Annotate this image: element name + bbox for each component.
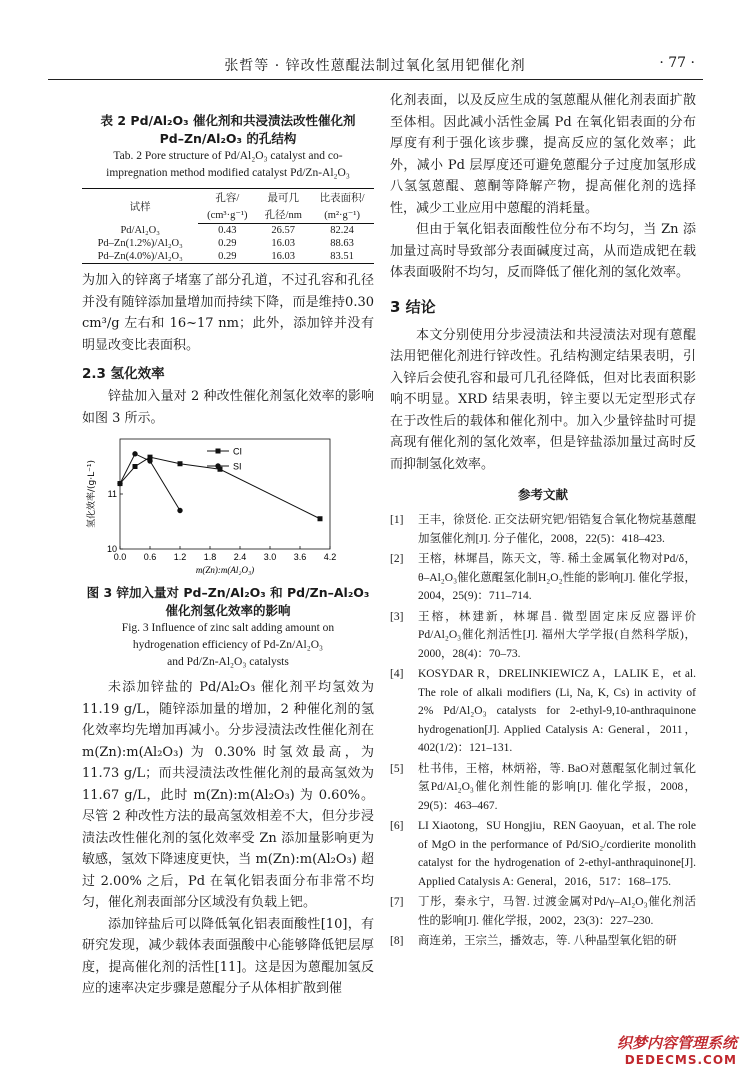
- th-pore-size: 最可几: [256, 189, 310, 207]
- body-paragraph: 未添加锌盐的 Pd/Al₂O₃ 催化剂平均氢效为 11.19 g/L，随锌添加量的增加，2 种催化剂的氢化效率均先增加再减小。分步浸渍法改性催化剂在 m(Zn):m(Al₂O₃) 为 0.30% 时氢效最高，为 11.73 g/L；而共浸渍法改性催化剂的最高氢效为 11.67 g/L，此时 m(Zn):m(Al₂O₃) 为 0.60%。尽管 2 种改性方法的最高氢效相差不大，但分步浸渍法改性催化剂的氢化效率受 Zn 添加量影响更为敏感，氢效下降速度更快，当 m(Zn):m(Al₂O₃) 超过 2.00% 之后，Pd 在氧化铝表面分布非常不均匀，催化剂表面部分区域没有负载上钯。: [82, 680, 374, 910]
- body-paragraph: 锌盐加入量对 2 种改性催化剂氢化效率的影响如图 3 所示。: [82, 389, 374, 426]
- pore-structure-table: [82, 188, 374, 264]
- reference-number: [6]: [390, 820, 404, 832]
- reference-text: 王丰，徐贤伦. 正交法研究钯/铝锆复合氧化物烷基蒽醌加氢催化剂[J]. 分子催化，2008，22(5)：418–423.: [418, 514, 696, 545]
- table-cell: 88.63: [330, 238, 354, 249]
- x-tick-label: 1.8: [203, 552, 217, 562]
- body-paragraph: 添加锌盐后可以降低氧化铝表面酸性[10]，有研究发现，减少载体表面强酸中心能够降低钯层厚度，提高催化剂的活性[11]。这是因为蒽醌加氢反应的速率决定步骤是蒽醌分子从体相扩散到催: [82, 916, 374, 996]
- legend-label-ci: CI: [233, 446, 242, 457]
- x-tick-label: 2.4: [233, 552, 247, 562]
- reference-item: [390, 511, 696, 548]
- fig3-caption-zh-2: 催化剂氢化效率的影响: [165, 603, 291, 618]
- reference-number: [5]: [390, 762, 404, 775]
- fig3-caption-zh-1: 图 3 锌加入量对 Pd–Zn/Al₂O₃ 和 Pd/Zn–Al₂O₃: [86, 585, 370, 600]
- data-point-si: [132, 451, 137, 456]
- fig3-caption-en-3: and Pd/Zn-Al₂O₃ catalysts: [167, 656, 289, 668]
- body-paragraph: 化剂表面，以及反应生成的氢蒽醌从催化剂表面扩散至体相。因此减小活性金属 Pd 在氧化铝表面的分布厚度有利于强化该步骤，提高反应的氢化效率；此外，减小 Pd 层厚度还可避免蒽醌分子过度加氢形成八氢氢蒽醌、蒽酮等降解产物，提高催化剂的选择性，减少工业应用中蒽醌的消耗量。: [390, 93, 696, 216]
- table2-caption-zh-1: 表 2 Pd/Al₂O₃ 催化剂和共浸渍法改性催化剂: [100, 113, 356, 128]
- right-column: [390, 90, 696, 953]
- reference-text: 杜书伟，王榕，林炳裕，等. BaO对蒽醌氢化制过氧化氢Pd/Al₂O₃催化剂性能的影响[J]. 催化学报，2008，29(5)：463–467.: [418, 762, 696, 812]
- reference-number: [3]: [390, 610, 404, 623]
- reference-item: [390, 760, 696, 816]
- x-tick-label: 0.6: [143, 552, 157, 562]
- table2-caption-en-1: Tab. 2 Pore structure of Pd/Al₂O₃ catalyst and co-: [113, 150, 343, 162]
- th-sample: 试样: [82, 189, 198, 224]
- header-rule: [48, 79, 703, 80]
- watermark-line-2: DEDECMS.COM: [624, 1053, 737, 1067]
- reference-number: [8]: [390, 935, 404, 947]
- table-cell: Pd–Zn(1.2%)/Al₂O₃: [97, 238, 183, 249]
- reference-number: [7]: [390, 896, 404, 908]
- th-pore-size-unit: 孔径/nm: [256, 206, 310, 224]
- section-heading-2-3: 2.3 氢化效率: [82, 366, 165, 382]
- th-surface-area-unit: (m²·g⁻¹): [310, 206, 374, 224]
- table-cell: 83.51: [310, 250, 374, 264]
- data-point-ci: [133, 464, 138, 469]
- reference-text: 王榕，林建新，林墀昌. 微型固定床反应器评价Pd/Al₂O₃催化剂活性[J]. 福州大学学报(自然科学版)，2000，28(4)：70–73.: [418, 610, 696, 660]
- table-cell: 0.29: [198, 250, 256, 264]
- table-cell: Pd/Al₂O₃: [120, 224, 160, 236]
- reference-item: [390, 817, 696, 891]
- y-axis-label: 氢化效率/(g·L⁻¹): [87, 459, 97, 529]
- th-pore-volume-unit: (cm³·g⁻¹): [198, 206, 256, 224]
- th-surface-area: 比表面积/: [310, 189, 374, 207]
- reference-text: 王榕，林墀昌，陈天文，等. 稀土金属氧化物对Pd/δ，θ–Al₂O₃催化蒽醌氢化制H₂O₂性能的影响[J]. 催化学报，2004，25(9)：711–714.: [418, 553, 696, 602]
- x-tick-label: 4.2: [323, 552, 337, 562]
- table-cell: 82.24: [330, 225, 354, 236]
- legend-marker-si: [215, 463, 220, 468]
- figure-3-chart: [82, 431, 374, 580]
- legend-marker-ci: [216, 449, 221, 454]
- references-list: [390, 511, 696, 951]
- left-column: [82, 90, 374, 1000]
- reference-number: [1]: [390, 514, 404, 526]
- section-heading-3: 3 结论: [390, 297, 436, 316]
- table2-caption-zh-2: Pd–Zn/Al₂O₃ 的孔结构: [159, 131, 297, 146]
- x-tick-label: 1.2: [173, 552, 187, 562]
- reference-text: KOSYDAR R，DRELINKIEWICZ A，LALIK E，et al. The role of alkali modifiers (Li, Na, K, Cs) in activity of 2% Pd/Al₂O₃ catalysts for 2-ethyl-9,10-anthraquinone hydrogenation[J]. Applied Catalysis A: General，2011，402(1/2)：121–131.: [418, 668, 696, 754]
- data-point-si: [177, 508, 182, 513]
- x-axis-label: m(Zn):m(Al₂O₃): [195, 565, 255, 575]
- table2-caption-en-2: impregnation method modified catalyst Pd/Zn-Al₂O₃: [106, 167, 350, 179]
- fig3-caption-en-1: Fig. 3 Influence of zinc salt adding amount on: [121, 622, 335, 634]
- x-tick-label: 3.6: [293, 552, 307, 562]
- reference-item: [390, 932, 696, 951]
- x-tick-label: 3.0: [263, 552, 277, 562]
- legend-label-si: SI: [233, 461, 242, 472]
- table-row: [82, 237, 374, 250]
- references-heading: 参考文献: [517, 487, 568, 502]
- reference-item: [390, 893, 696, 930]
- site-watermark: [617, 1032, 737, 1067]
- data-point-si: [147, 458, 152, 463]
- y-tick-label: 11: [107, 489, 117, 499]
- fig3-caption-en-2: hydrogenation efficiency of Pd-Zn/Al₂O₃: [132, 639, 324, 651]
- reference-item: [390, 608, 696, 664]
- reference-number: [4]: [390, 668, 404, 680]
- page-header: [0, 0, 747, 80]
- th-pore-volume: 孔容/: [198, 189, 256, 207]
- reference-item: [390, 550, 696, 606]
- data-point-si: [117, 481, 122, 486]
- table-cell: 0.29: [218, 238, 237, 249]
- reference-text: 商连弟，王宗兰，播效志，等. 八种晶型氧化铝的研: [418, 935, 677, 947]
- reference-text: LI Xiaotong，SU Hongjiu，REN Gaoyuan，et al. The role of MgO in the performance of Pd/SiO₂/cordierite monolith catalyst for the hydrogenation of 2-ethyl-anthraquinone[J]. Applied Catalysis A: General，2016，517：168–175.: [418, 820, 696, 888]
- running-title: 张哲等 · 锌改性蒽醌法制过氧化氢用钯催化剂: [224, 58, 526, 74]
- table-cell: 16.03: [271, 238, 296, 249]
- reference-text: 丁彤，秦永宁，马智. 过渡金属对Pd/γ–Al₂O₃催化剂活性的影响[J]. 催化学报，2002，23(3)：227–230.: [418, 896, 696, 927]
- table-cell: 16.03: [256, 250, 310, 264]
- watermark-line-1: 织梦内容管理系统: [616, 1034, 737, 1052]
- body-paragraph: 为加入的锌离子堵塞了部分孔道，不过孔容和孔径并没有随锌添加量增加而持续下降，而是维持0.30 cm³/g 左右和 16~17 nm；此外，添加锌并没有明显改变比表面积。: [82, 273, 374, 353]
- body-paragraph: 但由于氧化铝表面酸性位分布不均匀，当 Zn 添加量过高时导致部分表面碱度过高，从而造成钯在载体表面吸附不均匀，反而降低了催化剂的氢化效率。: [390, 222, 696, 280]
- table-row: [82, 224, 374, 238]
- table-row: [82, 250, 374, 264]
- page-number: · 77 ·: [659, 55, 695, 71]
- table-cell: 26.57: [271, 225, 296, 236]
- body-paragraph: 本文分别使用分步浸渍法和共浸渍法对现有蒽醌法用钯催化剂进行锌改性。孔结构测定结果表明，引入锌后会使孔容和最可几孔径降低，但对比表面积影响不明显。XRD 结果表明，锌主要以无定型形式存在于改性后的载体和催化剂中。加入少量锌盐时可提高现有催化剂的氢化效率，但是锌盐添加量过高时反而抑制氢化效率。: [390, 327, 696, 472]
- hydrogenation-efficiency-chart: [82, 431, 374, 576]
- reference-number: [2]: [390, 553, 404, 565]
- y-tick-label: 10: [106, 544, 117, 554]
- table-cell: 0.43: [218, 225, 237, 236]
- reference-item: [390, 665, 696, 758]
- x-tick-label: 0.0: [113, 552, 127, 562]
- data-point-ci: [318, 516, 323, 521]
- data-point-ci: [178, 461, 183, 466]
- table-cell: Pd–Zn(4.0%)/Al₂O₃: [82, 250, 198, 264]
